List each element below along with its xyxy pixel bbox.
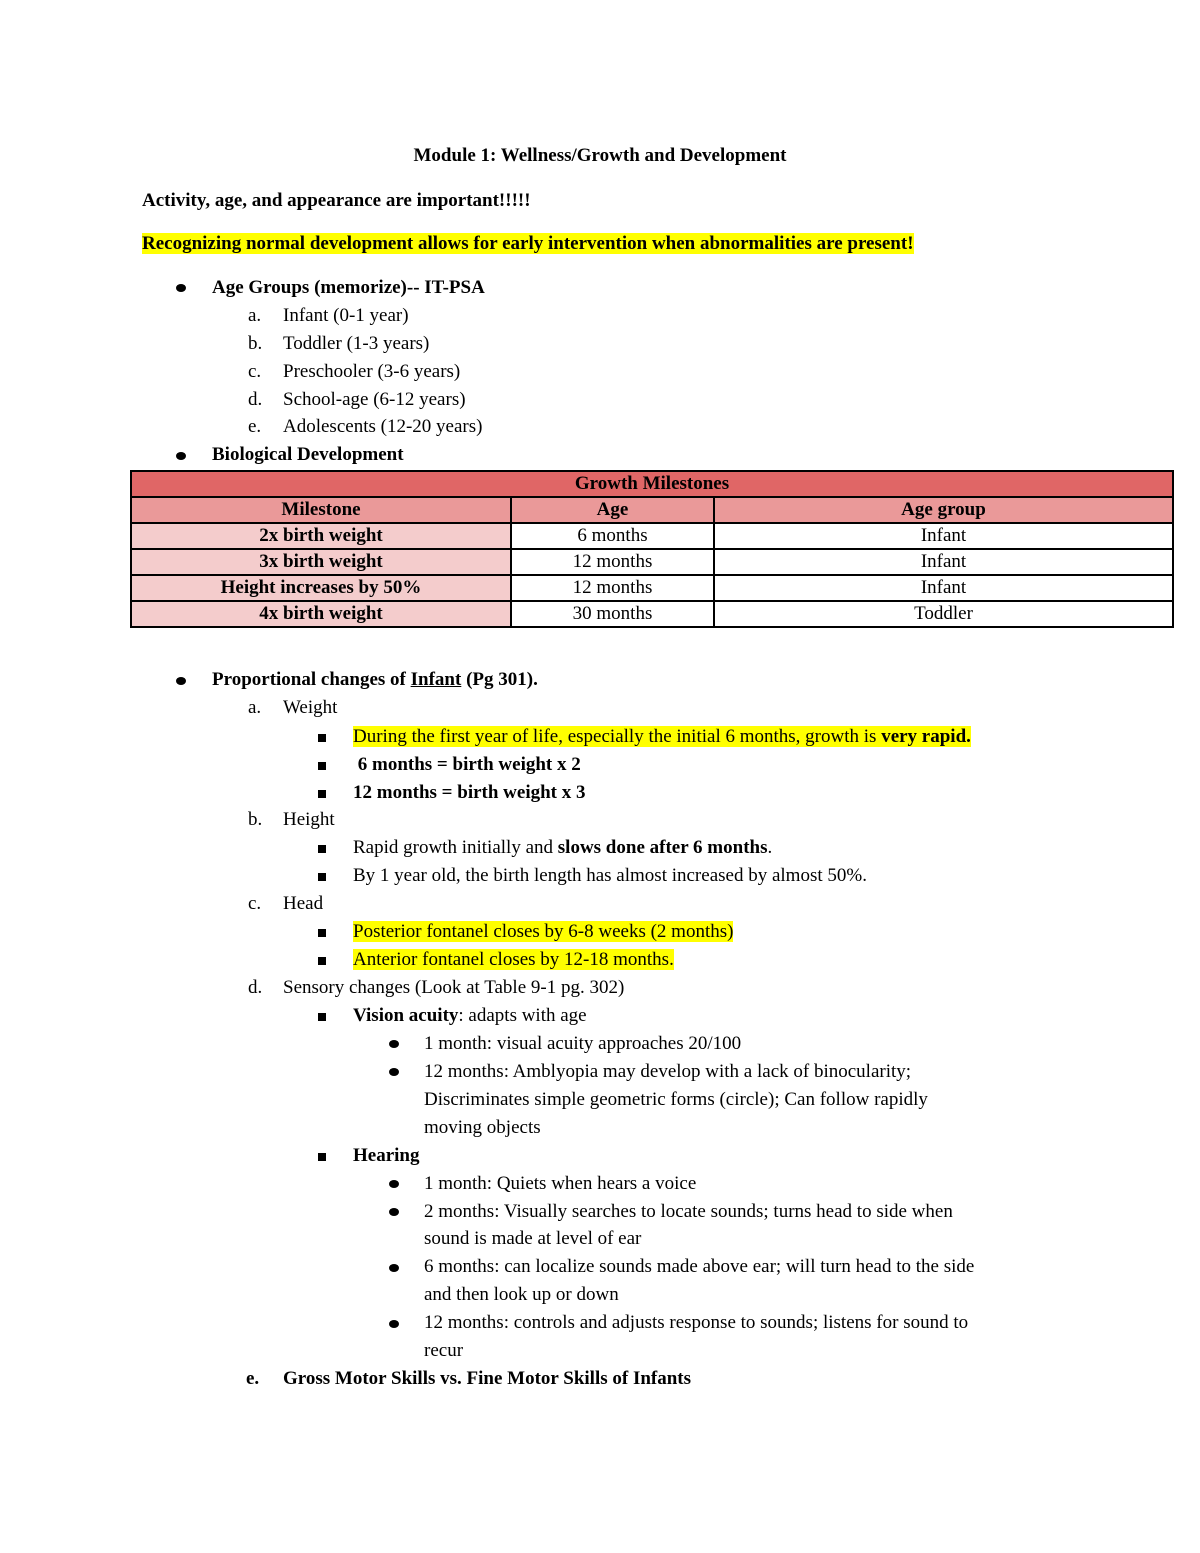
hearing-item: Hearing: [353, 1145, 420, 1166]
square-bullet-icon: [318, 762, 326, 770]
growth-milestones-table: [130, 470, 1174, 628]
proportional-heading: [212, 668, 538, 692]
head-item: [353, 948, 674, 972]
weight-item: 12 months = birth weight x 3: [353, 782, 586, 803]
list-marker: b.: [248, 333, 263, 354]
height-label: Height: [283, 809, 335, 830]
heading-underlined-text: Infant: [410, 669, 462, 690]
table-cell: 12 months: [511, 549, 714, 575]
list-marker: a.: [248, 305, 262, 326]
vision-subitem-cont: Discriminates simple geometric forms (circle); Can follow rapidly: [424, 1089, 928, 1110]
motor-label: Gross Motor Skills vs. Fine Motor Skills of Infants: [283, 1368, 692, 1389]
table-cell: 4x birth weight: [131, 601, 511, 627]
table-cell: Toddler: [714, 601, 1173, 627]
text-span: .: [767, 837, 773, 858]
highlighted-text: Anterior fontanel closes by 12-18 months.: [353, 949, 674, 970]
vision-subitem: 1 month: visual acuity approaches 20/100: [424, 1033, 742, 1054]
bullet-icon: [389, 1040, 399, 1048]
bold-text: very rapid.: [881, 726, 971, 747]
bio-heading: Biological Development: [212, 444, 404, 465]
bold-text: Vision acuity: [353, 1005, 459, 1026]
list-marker: d.: [248, 389, 263, 410]
weight-label: Weight: [283, 697, 338, 718]
intro-line: Activity, age, and appearance are important!!!!!: [142, 190, 531, 211]
table-row: [131, 601, 1173, 627]
hearing-subitem-cont: and then look up or down: [424, 1284, 619, 1305]
table-caption-row: [131, 471, 1173, 497]
head-label: Head: [283, 893, 324, 914]
table-cell: 3x birth weight: [131, 549, 511, 575]
bullet-icon: [389, 1264, 399, 1272]
table-caption: Growth Milestones: [131, 471, 1173, 497]
weight-item: [353, 725, 971, 749]
height-item: [353, 836, 772, 860]
square-bullet-icon: [318, 929, 326, 937]
text-span: Rapid growth initially and: [353, 837, 558, 858]
weight-item: 6 months = birth weight x 2: [353, 754, 581, 775]
hearing-subitem: 1 month: Quiets when hears a voice: [424, 1173, 697, 1194]
table-row: [131, 523, 1173, 549]
hearing-subitem: 2 months: Visually searches to locate sounds; turns head to side when: [424, 1201, 953, 1222]
hearing-subitem: 6 months: can localize sounds made above ear; will turn head to the side: [424, 1256, 975, 1277]
highlighted-text: Posterior fontanel closes by 6-8 weeks (2 months): [353, 921, 734, 942]
age-groups-heading-bold: Age Groups: [212, 277, 310, 298]
table-cell: Infant: [714, 549, 1173, 575]
sensory-label: Sensory changes (Look at Table 9-1 pg. 302): [283, 977, 625, 998]
list-marker: c.: [248, 893, 262, 914]
table-row: [131, 549, 1173, 575]
bullet-icon: [389, 1180, 399, 1188]
bullet-icon: [176, 284, 186, 292]
square-bullet-icon: [318, 734, 326, 742]
bullet-icon: [389, 1068, 399, 1076]
table-cell: 6 months: [511, 523, 714, 549]
square-bullet-icon: [318, 873, 326, 881]
table-row: [131, 575, 1173, 601]
bullet-icon: [176, 677, 186, 685]
height-item: By 1 year old, the birth length has almost increased by almost 50%.: [353, 865, 867, 886]
hearing-subitem-cont: sound is made at level of ear: [424, 1228, 642, 1249]
column-header: Age group: [714, 497, 1173, 523]
age-groups-heading: [212, 276, 485, 300]
text-span: During the first year of life, especially the initial 6 months, growth is: [353, 726, 882, 747]
vision-item: [353, 1004, 587, 1028]
highlighted-text: [353, 726, 971, 747]
table-cell: Infant: [714, 575, 1173, 601]
table-cell: Infant: [714, 523, 1173, 549]
table-cell: 2x birth weight: [131, 523, 511, 549]
text-span: : adapts with age: [458, 1005, 587, 1026]
intro-highlight-line: [142, 232, 914, 256]
heading-text: (Pg 301).: [461, 669, 538, 690]
square-bullet-icon: [318, 845, 326, 853]
hearing-subitem: 12 months: controls and adjusts response to sounds; listens for sound to: [424, 1312, 969, 1333]
bold-text: slows done after 6 months: [557, 837, 768, 858]
table-cell: 12 months: [511, 575, 714, 601]
bullet-icon: [176, 452, 186, 460]
list-item: Infant (0-1 year): [283, 305, 409, 326]
highlighted-text: Recognizing normal development allows for early intervention when abnormalities are present!: [142, 233, 914, 254]
heading-text: Proportional changes of: [212, 669, 411, 690]
hearing-subitem-cont: recur: [424, 1340, 464, 1361]
table-header-row: [131, 497, 1173, 523]
bullet-icon: [389, 1208, 399, 1216]
list-marker: c.: [248, 361, 262, 382]
page-title: Module 1: Wellness/Growth and Development: [413, 145, 787, 166]
square-bullet-icon: [318, 790, 326, 798]
list-item: School-age (6-12 years): [283, 389, 466, 410]
list-item: Preschooler (3-6 years): [283, 361, 461, 382]
table-cell: Height increases by 50%: [131, 575, 511, 601]
vision-subitem: 12 months: Amblyopia may develop with a lack of binocularity;: [424, 1061, 912, 1082]
square-bullet-icon: [318, 1153, 326, 1161]
square-bullet-icon: [318, 957, 326, 965]
table-cell: 30 months: [511, 601, 714, 627]
head-item: [353, 920, 733, 944]
column-header: Age: [511, 497, 714, 523]
vision-subitem-cont: moving objects: [424, 1117, 541, 1138]
list-marker: e.: [248, 416, 262, 437]
column-header: Milestone: [131, 497, 511, 523]
list-marker: d.: [248, 977, 263, 998]
list-marker: e.: [246, 1368, 260, 1389]
list-marker: a.: [248, 697, 262, 718]
list-marker: b.: [248, 809, 263, 830]
bullet-icon: [389, 1320, 399, 1328]
age-groups-heading-suffix: (memorize)-- IT-PSA: [309, 277, 485, 298]
list-item: Adolescents (12-20 years): [283, 416, 483, 437]
square-bullet-icon: [318, 1013, 326, 1021]
list-item: Toddler (1-3 years): [283, 333, 430, 354]
